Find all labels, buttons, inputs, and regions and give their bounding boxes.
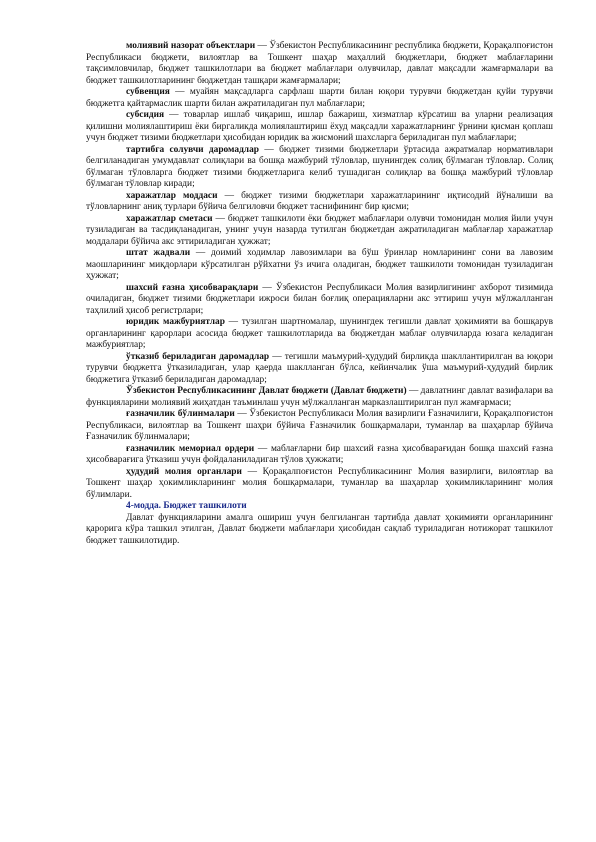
definition-term: штат жадвали (126, 248, 191, 258)
definition-term: ғазначилик мемориал ордери (126, 443, 255, 454)
definition-text: — бюджет тизими бюджетлари харажатларининг иқтисодий йўналиши ва тўловларнинг аниқ турлари бўйича белгиловчи бюджет таснифининг бир қисми; (86, 190, 553, 212)
definition-term: ўтказиб бериладиган даромадлар (126, 351, 270, 362)
definition-item (86, 145, 553, 191)
definition-term: шахсий ғазна ҳисобварақлари (126, 282, 259, 293)
definition-term: субвенция (126, 87, 170, 97)
definition-term: юридик мажбуриятлар (126, 317, 225, 327)
definition-item (86, 41, 553, 87)
definition-item (86, 317, 553, 352)
definition-item (86, 386, 553, 409)
definition-text: — товарлар ишлаб чиқариш, ишлар бажариш, хизматлар кўрсатиш ва уларни реализация қилишни молиялаштириш ёки биргаликда молиялаштириш ёхуд мақсадли харажатларнинг ўрнини қисман қоплаш учун бюджет тизими бюджетлари ҳисобидан юридик ва жисмоний шахсларга бериладиган пул маблағлари; (86, 110, 553, 143)
definition-item (86, 467, 553, 502)
definition-text: — тегишли маъмурий-ҳудудий бирликда шакллантирилган ва юқори турувчи бюджетга ўтказиладиган, улар қаерда шаклланган бўлса, кейинчалик ўша маъмурий-ҳудудий бирлик бюджетига ўтказиб бериладиган даромадлар; (86, 351, 553, 385)
definition-item (86, 214, 553, 249)
definition-item (86, 191, 553, 214)
definition-term: харажатлар моддаси (126, 190, 218, 201)
definition-text: — давлатнинг давлат вазифалари ва функцияларини молиявий жиҳатдан таъминлаш учун мўлжалланган марказлаштирилган пул жамғармаси; (86, 386, 553, 408)
definition-text: — Ўзбекистон Республикаси Молия вазирлигининг ахборот тизимида очиладиган, бюджет тизими бюджетлари ижроси билан боғлиқ операцияларни акс эттириш учун мўлжалланган таҳлилий ҳисоб регистрлари; (86, 282, 553, 316)
document-page (86, 41, 553, 547)
definition-item (86, 352, 553, 387)
definition-text: — Қорақалпоғистон Республикасининг Молия вазирлиги, вилоятлар ва Тошкент шаҳар ҳокимликларининг молия бошқармалари, туманлар ва шаҳарлар ҳокимликларининг молия бўлимлари. (86, 466, 553, 500)
definition-text: — доимий ходимлар лавозимлари ва бўш ўринлар номларининг сони ва лавозим маошларининг миқдорлари кўрсатилган рўйхатни ўз ичига оладиган, бюджет ташкилоти томонидан тузиладиган ҳужжат; (86, 248, 554, 281)
article-body: Давлат функцияларини амалга ошириш учун белгиланган тартибда давлат ҳокимияти органларининг қарорига кўра ташкил этилган, Давлат бюджети маблағлари ҳисобидан сақлаб туриладиган нотижорат ташкилот бюджет ташкилотидир. (86, 512, 553, 546)
definition-text: — Ўзбекистон Республикаси Молия вазирлиги Ғазначилиги, Қорақалпоғистон Республикаси, вилоятлар ва Тошкент шаҳри бўйича Ғазначилик бошқармалари, туманлар ва шаҳарлар бўйича Ғазначилик бўлинмалари; (86, 409, 553, 442)
definition-text: — Ўзбекистон Республикасининг республика бюджети, Қорақалпоғистон Республикаси бюджети, вилоятлар ва Тошкент шаҳар маҳаллий бюджетлари, бюджет маблағларини тақсимловчилар, бюджет ташкилотлари ва бюджет маблағлари олувчилар, давлат мақсадли жамғармалари ва бюджет ташкилотларининг бюджетдан ташқари жамғармалари; (86, 41, 554, 86)
definition-text: — муайян мақсадларга сарфлаш шарти билан юқори турувчи бюджетдан қуйи турувчи бюджетга қайтармаслик шарти билан ажратиладиган пул маблағлари; (86, 87, 553, 109)
definition-term: молиявий назорат объектлари (126, 41, 256, 51)
definition-term: ҳудудий молия органлари (126, 466, 242, 477)
article-heading: 4-модда. Бюджет ташкилоти (126, 501, 247, 511)
definition-item (86, 409, 553, 444)
definition-item (86, 87, 553, 110)
definition-term: харажатлар сметаси (126, 213, 213, 224)
definition-item (86, 248, 553, 283)
definition-term: тартибга солувчи даромадлар (126, 144, 259, 155)
definition-term: субсидия (126, 110, 165, 120)
definition-item (86, 283, 553, 318)
definition-item (86, 444, 553, 467)
definition-term: Ўзбекистон Республикасининг Давлат бюджети (Давлат бюджети) (126, 386, 407, 396)
definition-text: — бюджет ташкилоти ёки бюджет маблағлари олувчи томонидан молия йили учун тузиладиган ва тасдиқланадиган, унинг учун назарда тутилган бюджетдан ажратиладиган маблағлар харажатлар моддалари бўйича акс эттириладиган ҳужжат; (86, 213, 553, 247)
definition-text: — бюджет тизими бюджетлари ўртасида ажратмалар нормативлари белгиланадиган умумдавлат солиқлари ва бошқа мажбурий тўловлар, шунингдек солиқ бўлмаган тўловлар. Солиқ бўлмаган тўловларга бюджет тизими бюджетларига келиб тушадиган солиқлар ва бошқа мажбурий тўловлар бўлмаган тўловлар киради; (86, 144, 553, 189)
definition-term: ғазначилик бўлинмалари (126, 409, 235, 419)
definition-text: — тузилган шартномалар, шунингдек тегишли давлат ҳокимияти ва бошқарув органларининг қарорлари асосида бюджет ташкилотларида ва бюджетдан маблағ олувчиларда юзага келадиган мажбуриятлар; (86, 317, 553, 350)
definition-item (86, 110, 553, 145)
definition-text: — маблағларни бир шахсий ғазна ҳисобварағидан бошқа шахсий ғазна ҳисобварағига ўтказиш учун фойдаланиладиган тўлов ҳужжати; (86, 443, 553, 465)
